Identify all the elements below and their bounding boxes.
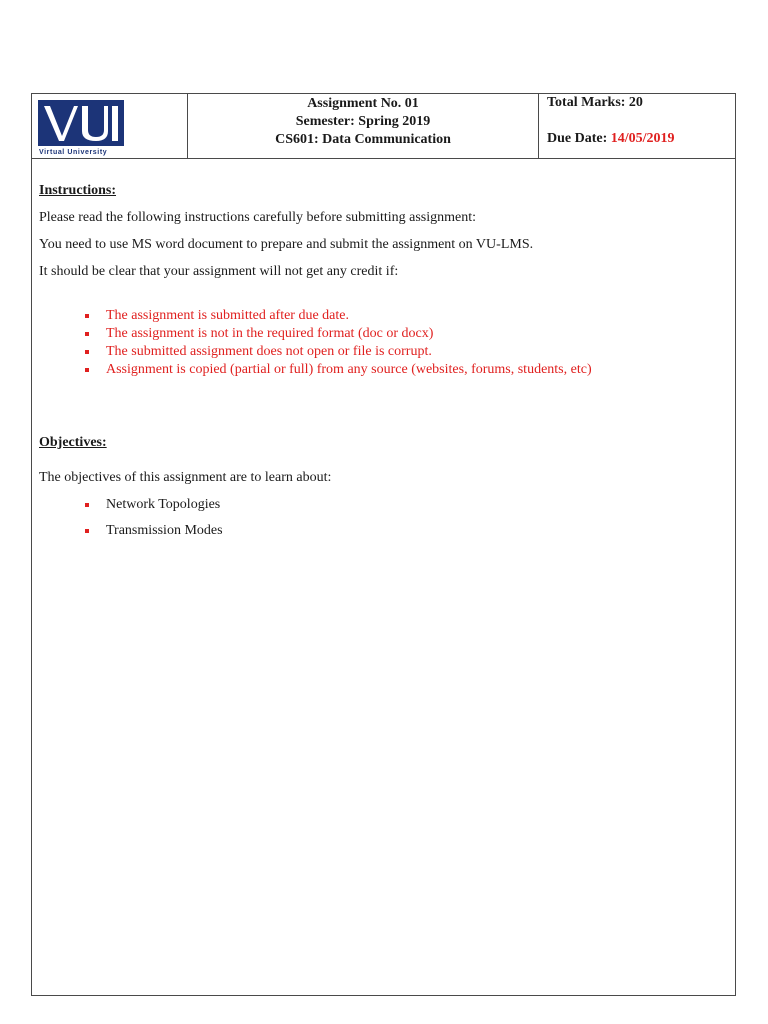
objectives-intro: The objectives of this assignment are to learn about: [39,470,332,485]
condition-text: The assignment is submitted after due date. [106,308,349,323]
vu-logo [38,100,126,158]
no-credit-conditions-list [39,307,729,379]
objective-text: Transmission Modes [106,523,223,538]
list-item [39,361,729,379]
bullet-square-icon [85,350,89,354]
bullet-square-icon [85,529,89,533]
list-item [39,522,729,540]
logo-cell [32,94,188,158]
assignment-header-table [32,94,735,159]
bullet-square-icon [85,368,89,372]
vu-logo-mark [38,100,124,146]
condition-text: Assignment is copied (partial or full) from any source (websites, forums, students, etc) [106,362,592,377]
list-item [39,343,729,361]
list-item [39,307,729,325]
condition-text: The submitted assignment does not open or file is corrupt. [106,344,432,359]
assignment-meta-cell [539,94,735,158]
due-date-value: 14/05/2019 [610,131,675,146]
document-body [39,182,729,540]
list-item [39,325,729,343]
assignment-title-cell [188,94,539,158]
vu-logo-subtitle: Virtual University [39,149,108,156]
semester-label: Semester: Spring 2019 [295,114,431,129]
due-date-label: Due Date: [547,131,608,146]
bullet-square-icon [85,314,89,318]
bullet-square-icon [85,332,89,336]
objectives-list [39,496,729,540]
total-marks: Total Marks: 20 [547,95,643,110]
instructions-heading: Instructions: [39,183,117,198]
instruction-line: It should be clear that your assignment will not get any credit if: [39,264,399,279]
objectives-heading: Objectives: [39,435,107,450]
bullet-square-icon [85,503,89,507]
due-date [547,131,675,147]
instruction-line: You need to use MS word document to prepare and submit the assignment on VU-LMS. [39,237,534,252]
course-title: CS601: Data Communication [275,132,451,147]
instruction-line: Please read the following instructions carefully before submitting assignment: [39,210,477,225]
objective-text: Network Topologies [106,497,221,512]
list-item [39,496,729,514]
condition-text: The assignment is not in the required format (doc or docx) [106,326,434,341]
assignment-number: Assignment No. 01 [307,96,419,111]
vu-letters-icon [38,100,124,146]
document-page [31,93,736,996]
